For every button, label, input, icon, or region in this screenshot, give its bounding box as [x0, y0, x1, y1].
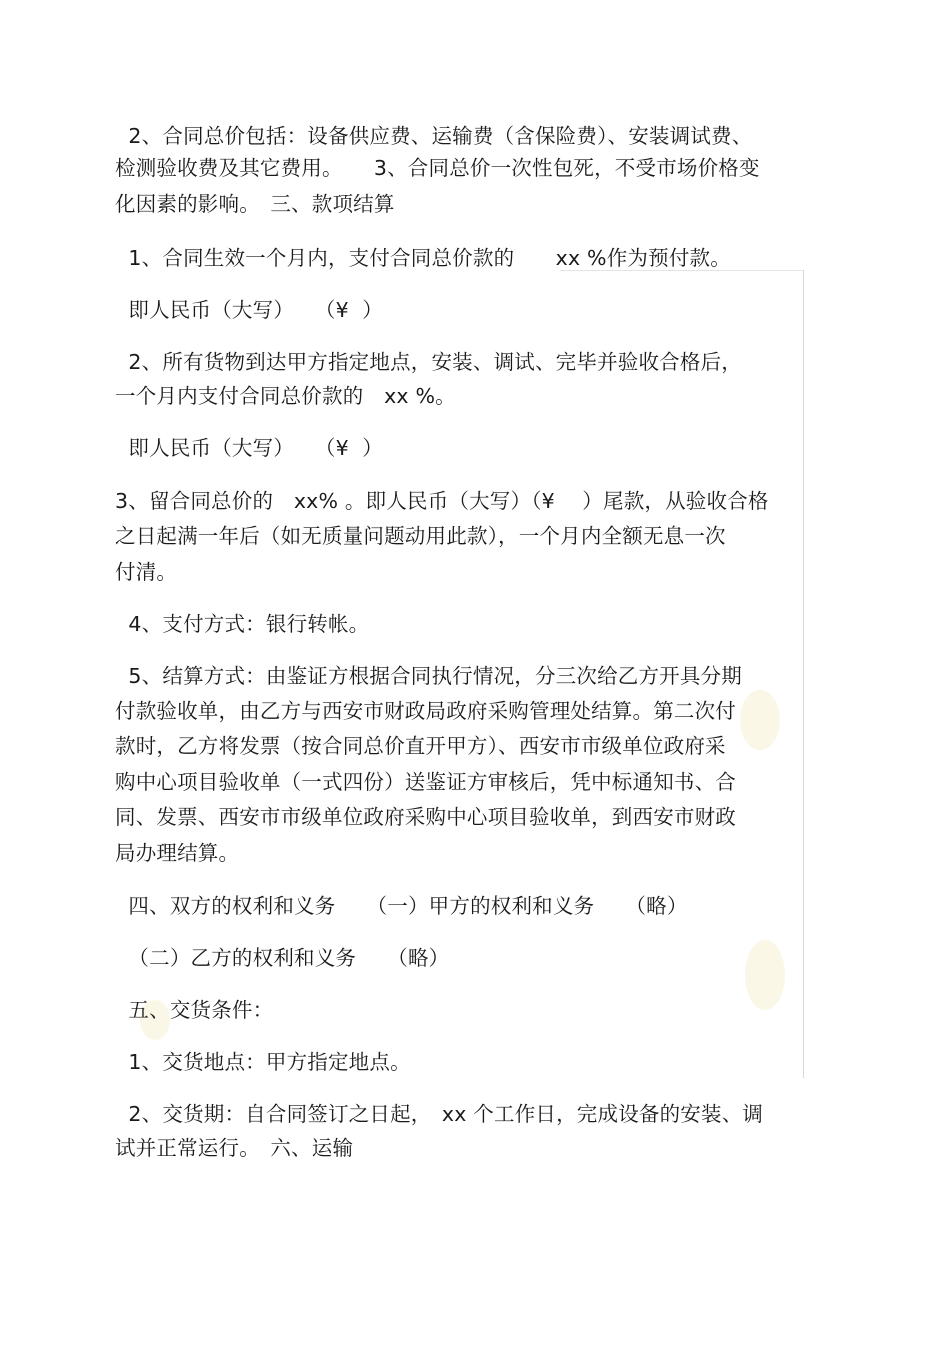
text-line: 局办理结算。 [115, 841, 240, 865]
text-line: 同、发票、西安市市级单位政府采购中心项目验收单，到西安市财政 [115, 805, 736, 829]
text-line: 2、交货期：自合同签订之日起， xx 个工作日，完成设备的安装、调 [115, 1102, 764, 1126]
text-line: 1、合同生效一个月内，支付合同总价款的 xx %作为预付款。 [115, 246, 731, 270]
text-line: （二）乙方的权利和义务 （略） [115, 946, 450, 970]
watermark-blob [745, 940, 785, 1010]
text-line: 四、双方的权利和义务 （一）甲方的权利和义务 （略） [115, 894, 688, 918]
text-line: 检测验收费及其它费用。 3、合同总价一次性包死，不受市场价格变 [115, 156, 760, 180]
frame-border-right [803, 270, 804, 1078]
text-line: 款时，乙方将发票（按合同总价直开甲方）、西安市市级单位政府采 [115, 734, 726, 758]
text-line: 试并正常运行。 六、运输 [115, 1136, 354, 1160]
text-line: 一个月内支付合同总价款的 xx %。 [115, 384, 456, 408]
text-line: 即人民币（大写） （¥ ） [115, 298, 384, 322]
text-line: 即人民币（大写） （¥ ） [115, 436, 384, 460]
text-line: 购中心项目验收单（一式四份）送鉴证方审核后，凭中标通知书、合 [115, 770, 736, 794]
text-line: 2、合同总价包括：设备供应费、运输费（含保险费）、安装调试费、 [115, 124, 753, 148]
text-line: 2、所有货物到达甲方指定地点，安装、调试、完毕并验收合格后， [115, 350, 742, 374]
watermark-blob [740, 690, 780, 750]
text-line: 化因素的影响。 三、款项结算 [115, 192, 395, 216]
text-line: 付清。 [115, 560, 178, 584]
text-line: 5、结算方式：由鉴证方根据合同执行情况，分三次给乙方开具分期 [115, 664, 742, 688]
text-line: 3、留合同总价的 xx% 。即人民币（大写）（¥ ）尾款，从验收合格 [115, 489, 769, 513]
text-line: 五、交货条件： [115, 998, 274, 1022]
text-line: 之日起满一年后（如无质量问题动用此款），一个月内全额无息一次 [115, 524, 726, 548]
text-line: 4、支付方式：银行转帐。 [115, 612, 370, 636]
text-line: 付款验收单，由乙方与西安市财政局政府采购管理处结算。第二次付 [115, 699, 736, 723]
text-line: 1、交货地点：甲方指定地点。 [115, 1050, 411, 1074]
